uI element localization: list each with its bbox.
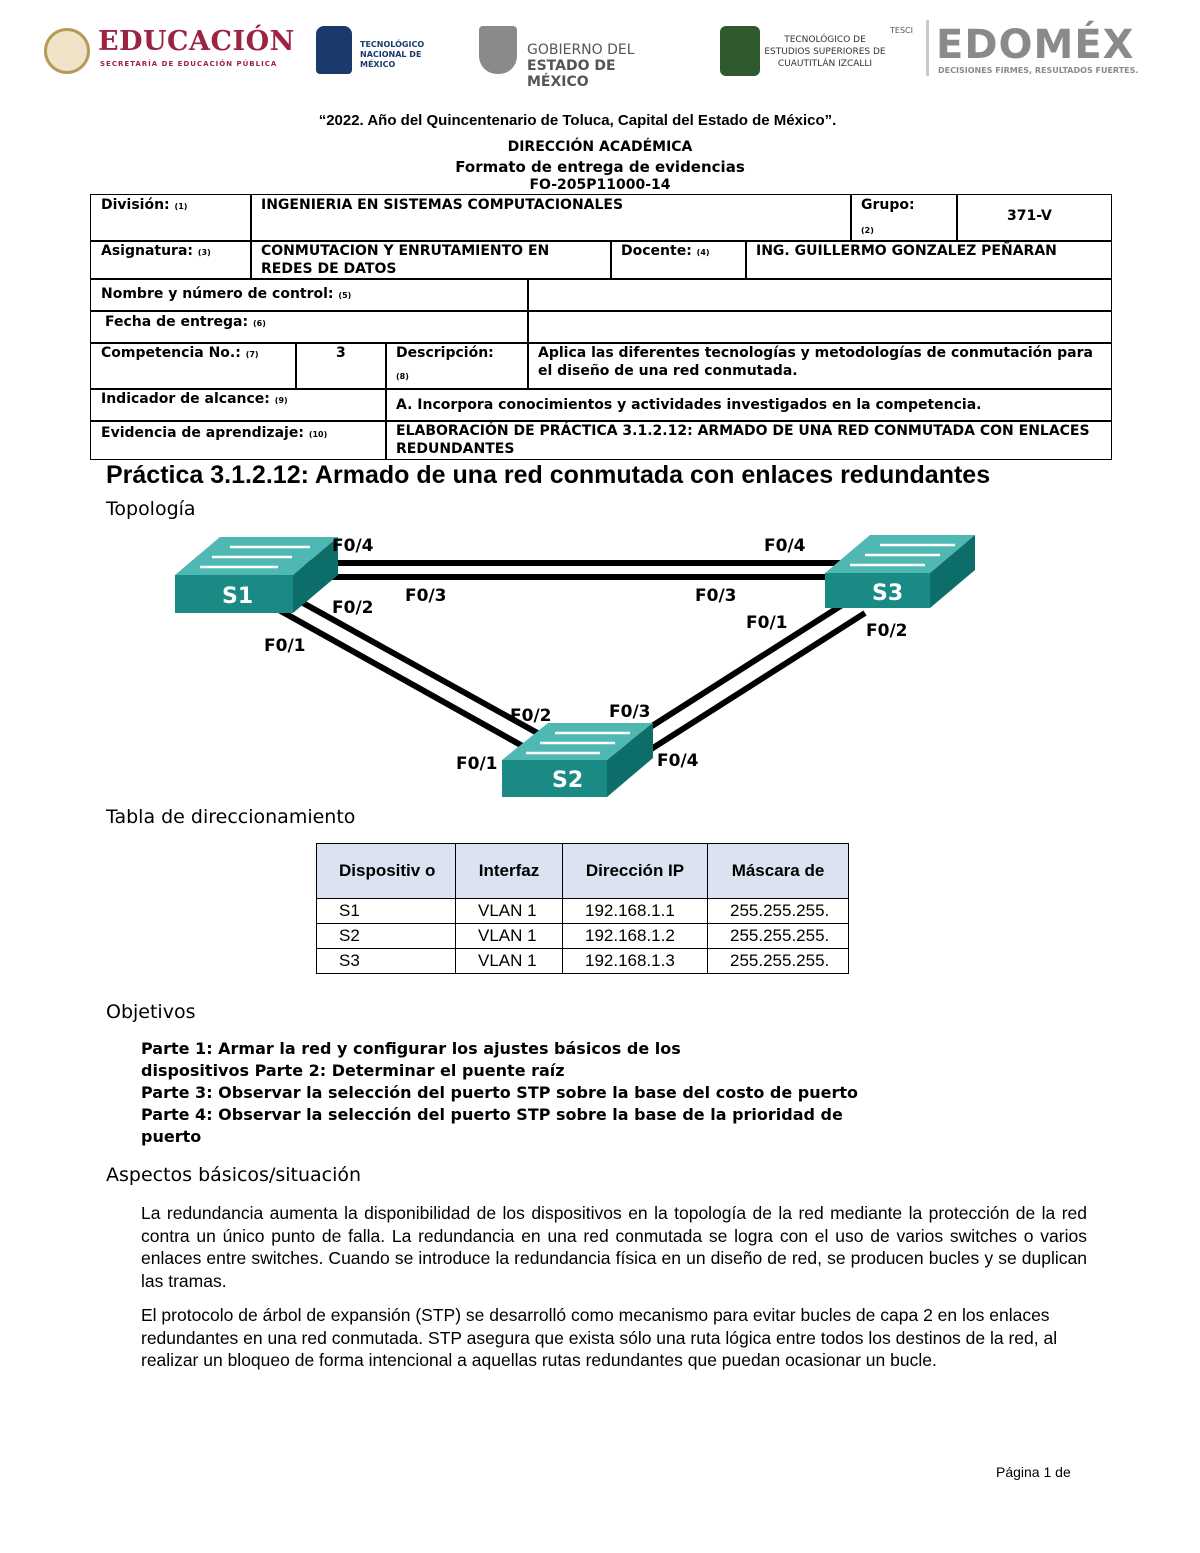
gobierno-logo-text: GOBIERNO DEL ESTADO DE MÉXICO [527,42,635,90]
port-label: F0/1 [264,636,306,656]
tecnm-logo [316,26,446,78]
port-label: F0/3 [609,702,651,722]
objective-item: puerto [141,1127,202,1146]
tecnm-logo-text: TECNOLÓGICO NACIONAL DE MÉXICO [360,40,425,69]
link-s2-s3-f03 [630,600,850,740]
description-label-cell: Descripción: (8) [385,342,529,390]
objective-item: dispositivos Parte 2: Determinar el puente raíz [141,1061,565,1080]
year-motto: “2022. Año del Quincentenario de Toluca, Capital del Estado de México”. [318,112,837,129]
background-paragraph-2: El protocolo de árbol de expansión (STP) se desarrolló como mecanismo para evitar bucles de capa 2 en los enlaces redundantes en una red conmutada. STP asegura que exista sólo una ruta lógica entre todos los destinos de la red, al realizar un bloqueo de forma intencional a aquellas rutas redundantes que puedan ocasionar un bucle. [141,1305,1058,1370]
page-number: Página 1 de [996,1464,1071,1480]
tesci-logo-text: TECNOLÓGICO DE ESTUDIOS SUPERIORES DE CUAUTITLÁN IZCALLI [764,35,886,69]
edomex-logo [926,20,1166,80]
state-shield-icon [479,26,517,74]
objective-item: Parte 1: Armar la red y configurar los ajustes básicos de los [141,1039,681,1058]
competence-label-cell: Competencia No.: (7) [90,342,297,390]
port-label: F0/2 [866,621,908,641]
tesci-side-text: TESCI [890,26,913,35]
student-name-label-cell: Nombre y número de control: (5) [90,278,529,312]
division-value: INGENIERIA EN SISTEMAS COMPUTACIONALES [250,194,852,242]
date-field[interactable] [527,310,1112,344]
port-label: F0/4 [764,536,806,556]
objective-item: Parte 4: Observar la selección del puerto STP sobre la base de la prioridad de [141,1105,843,1124]
background-paragraph-1: La redundancia aumenta la disponibilidad de los dispositivos en la topología de la red mediante la protección de la red contra un único punto de falla. La redundancia en una red conmutada se logra con el uso de varios switches o varios enlaces entre switches. Cuando se introduce la redundancia física en un diseño de red, se producen bucles y se duplican las tramas. [141,1203,1087,1291]
format-code: FO-205P11000-14 [529,177,671,193]
switch-s2[interactable] [502,723,653,797]
column-header: Interfaz [456,844,563,899]
table-row: S2 VLAN 1 192.168.1.2 255.255.255. [317,924,849,949]
port-label: F0/3 [405,586,447,606]
objective-item: Parte 3: Observar la selección del puerto STP sobre la base del costo de puerto [141,1083,859,1102]
gobierno-logo [479,26,679,90]
educacion-logo [44,26,295,78]
port-label: F0/3 [695,586,737,606]
indicator-value: A. Incorpora conocimientos y actividades investigados en la competencia. [385,388,1112,422]
port-label: F0/1 [746,613,788,633]
educacion-logo-text: EDUCACIÓN [98,26,295,57]
competence-value: 3 [295,342,387,390]
practice-title: Práctica 3.1.2.12: Armado de una red conmutada con enlaces redundantes [106,461,991,489]
switch-label: S2 [552,768,584,793]
date-label-cell: Fecha de entrega: (6) [90,310,529,344]
addressing-table [316,843,849,974]
port-label: F0/2 [510,706,552,726]
tecnm-gear-icon [316,26,352,74]
topology-heading: Topología [106,498,196,520]
port-label: F0/4 [332,536,374,556]
column-header: Dispositiv o [317,844,456,899]
table-row: S1 VLAN 1 192.168.1.1 255.255.255. [317,899,849,924]
port-label: F0/1 [456,754,498,774]
indicator-label-cell: Indicador de alcance: (9) [90,388,387,422]
switch-label: S3 [872,581,904,606]
switch-s3[interactable] [825,535,975,608]
switch-s1[interactable] [175,537,338,613]
switch-label: S1 [222,584,254,609]
edomex-logo-text: EDOMÉX [936,22,1135,68]
background-heading: Aspectos básicos/situación [106,1164,362,1186]
edomex-slogan: DECISIONES FIRMES, RESULTADOS FUERTES. [938,66,1139,75]
objectives-list [141,1038,858,1148]
tesci-emblem-icon [720,26,760,76]
table-row: S3 VLAN 1 192.168.1.3 255.255.255. [317,949,849,974]
teacher-label-cell: Docente: (4) [610,240,747,280]
objectives-heading: Objetivos [106,1001,196,1023]
evidence-value: ELABORACIÓN DE PRÁCTICA 3.1.2.12: ARMADO DE UNA RED CONMUTADA CON ENLACES REDUNDANTES [385,420,1112,460]
format-title: Formato de entrega de evidencias [455,158,745,176]
column-header: Dirección IP [563,844,708,899]
subject-value: CONMUTACION Y ENRUTAMIENTO EN REDES DE DATOS [250,240,612,280]
division-label-cell: División: (1) [90,194,252,242]
port-label: F0/2 [332,598,374,618]
eagle-seal-icon [44,28,90,74]
description-value: Aplica las diferentes tecnologías y metodologías de conmutación para el diseño de una red conmutada. [527,342,1112,390]
link-s2-s3-f04 [645,613,865,753]
tesci-logo [720,22,913,78]
group-value: 371-V [956,194,1112,242]
student-name-field[interactable] [527,278,1112,312]
educacion-logo-subtitle: SECRETARÍA DE EDUCACIÓN PÚBLICA [100,60,278,68]
subject-label-cell: Asignatura: (3) [90,240,252,280]
evidence-label-cell: Evidencia de aprendizaje: (10) [90,420,387,460]
topology-diagram [160,525,1000,805]
group-label-cell: Grupo: (2) [850,194,958,242]
direction-title: DIRECCIÓN ACADÉMICA [507,139,693,155]
teacher-value: ING. GUILLERMO GONZALEZ PEÑARAN [745,240,1112,280]
addressing-heading: Tabla de direccionamiento [106,806,356,828]
port-label: F0/4 [657,751,699,771]
link-s1-s2-f01 [270,605,535,753]
column-header: Máscara de [708,844,849,899]
